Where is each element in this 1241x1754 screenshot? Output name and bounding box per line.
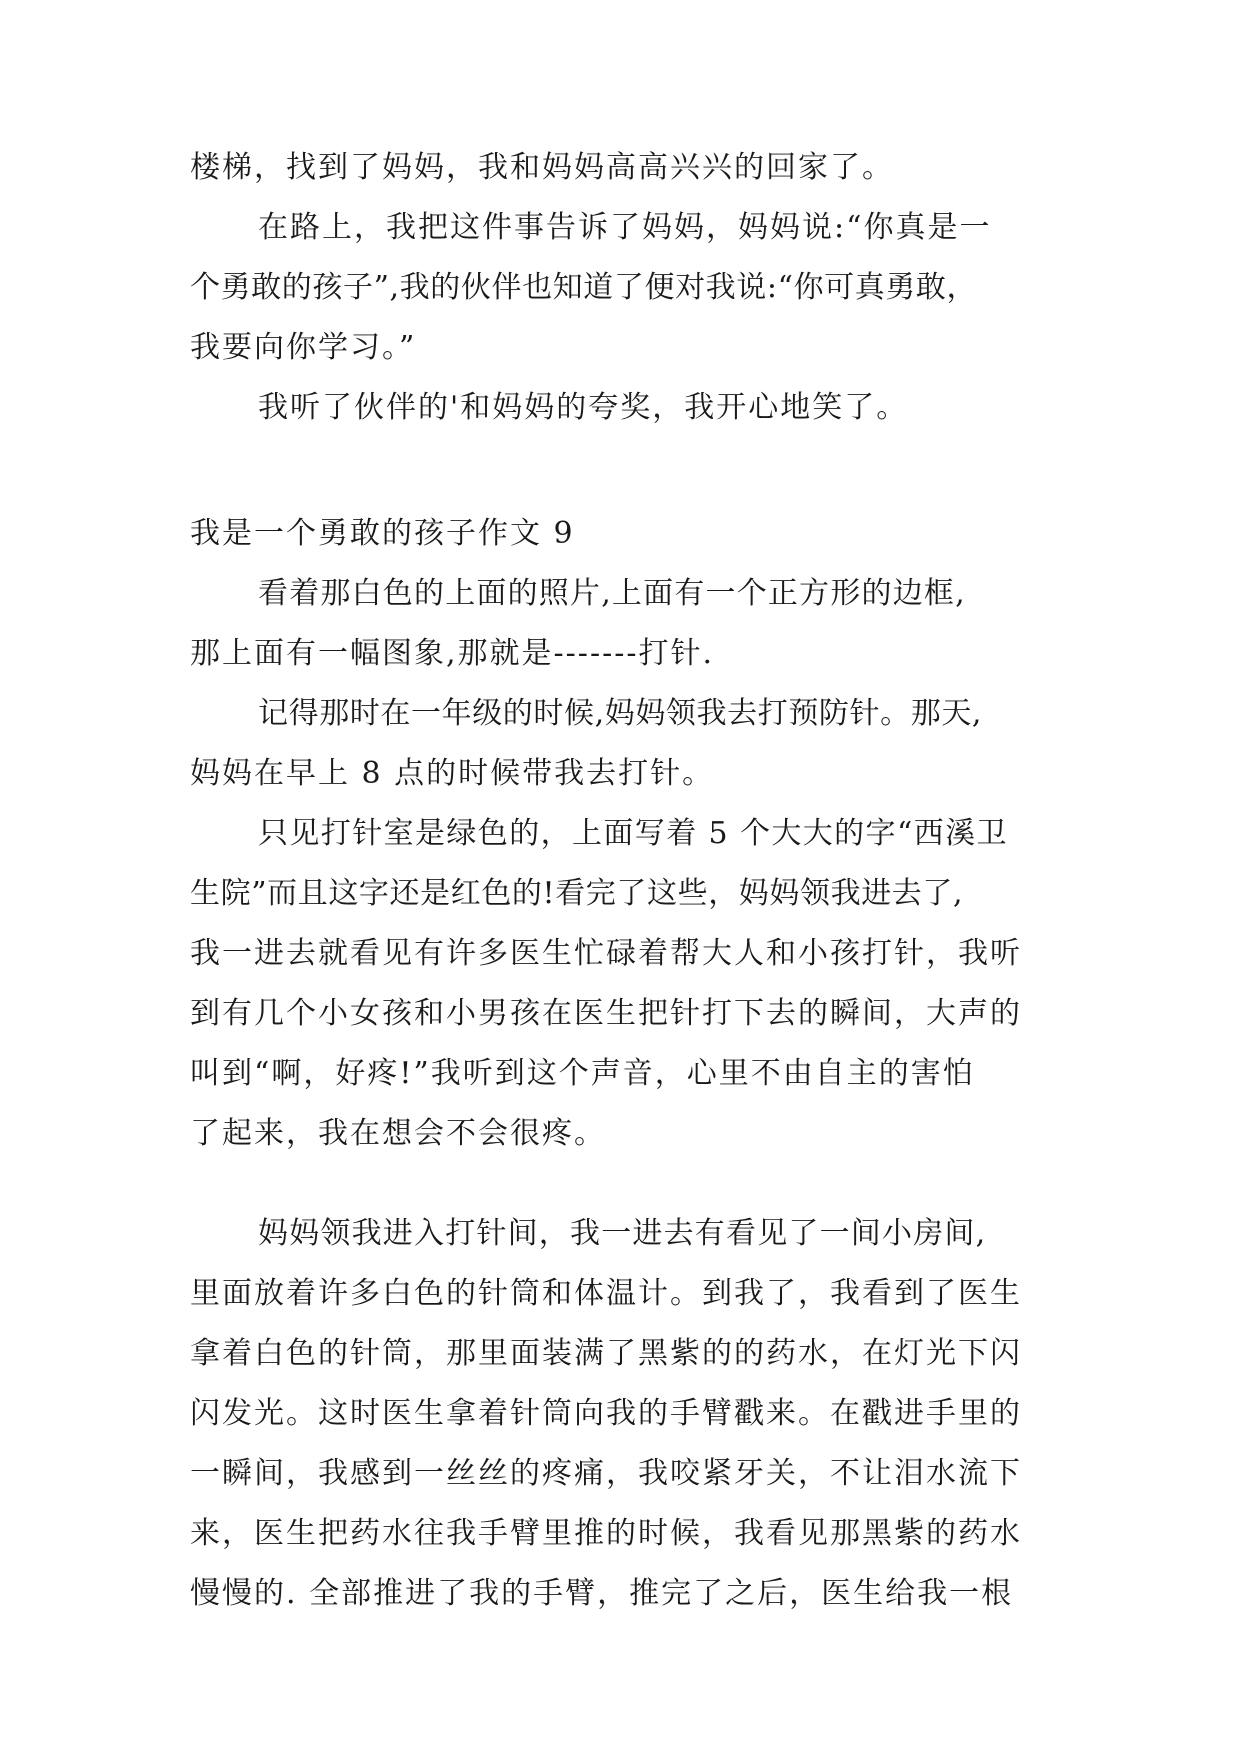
- text-line: 来，医生把药水往我手臂里推的时候，我看见那黑紫的药水: [190, 1516, 1022, 1551]
- text-line: 拿着白色的针筒，那里面装满了黑紫的的药水，在灯光下闪: [190, 1336, 1022, 1371]
- text-line: 我要向你学习。”: [190, 330, 417, 365]
- section-heading: 我是一个勇敢的孩子作文 9: [190, 516, 575, 551]
- text-line: 了起来，我在想会不会很疼。: [190, 1116, 606, 1151]
- text-line: 妈妈在早上 8 点的时候带我去打针。: [190, 756, 715, 791]
- paragraph-line: 妈妈领我进入打针间，我一进去有看见了一间小房间,: [258, 1216, 987, 1251]
- text-line: 那上面有一幅图象,那就是-------打针.: [190, 636, 715, 671]
- text-line: 个勇敢的孩子”,我的伙伴也知道了便对我说:“你可真勇敢，: [190, 270, 978, 305]
- text-line: 我一进去就看见有许多医生忙碌着帮大人和小孩打针，我听: [190, 936, 1022, 971]
- text-line: 里面放着许多白色的针筒和体温计。到我了，我看到了医生: [190, 1276, 1022, 1311]
- text-line: 叫到“啊，好疼!”我听到这个声音，心里不由自主的害怕: [190, 1056, 975, 1091]
- text-line: 生院”而且这字还是红色的!看完了这些，妈妈领我进去了,: [190, 876, 964, 911]
- text-line: 闪发光。这时医生拿着针筒向我的手臂戳来。在戳进手里的: [190, 1396, 1022, 1431]
- paragraph-line: 在路上，我把这件事告诉了妈妈，妈妈说:“你真是一: [258, 210, 992, 245]
- text-line: 慢慢的. 全部推进了我的手臂，推完了之后，医生给我一根: [190, 1576, 1014, 1611]
- paragraph-line: 记得那时在一年级的时候,妈妈领我去打预防针。那天,: [258, 696, 983, 731]
- text-line: 楼梯，找到了妈妈，我和妈妈高高兴兴的回家了。: [190, 150, 894, 185]
- text-line: 一瞬间，我感到一丝丝的疼痛，我咬紧牙关，不让泪水流下: [190, 1456, 1022, 1491]
- paragraph-line: 只见打针室是绿色的，上面写着 5 个大大的字“西溪卫: [258, 816, 1008, 851]
- paragraph-line: 我听了伙伴的'和妈妈的夸奖，我开心地笑了。: [258, 390, 909, 425]
- paragraph-line: 看着那白色的上面的照片,上面有一个正方形的边框,: [258, 576, 966, 611]
- text-line: 到有几个小女孩和小男孩在医生把针打下去的瞬间，大声的: [190, 996, 1022, 1031]
